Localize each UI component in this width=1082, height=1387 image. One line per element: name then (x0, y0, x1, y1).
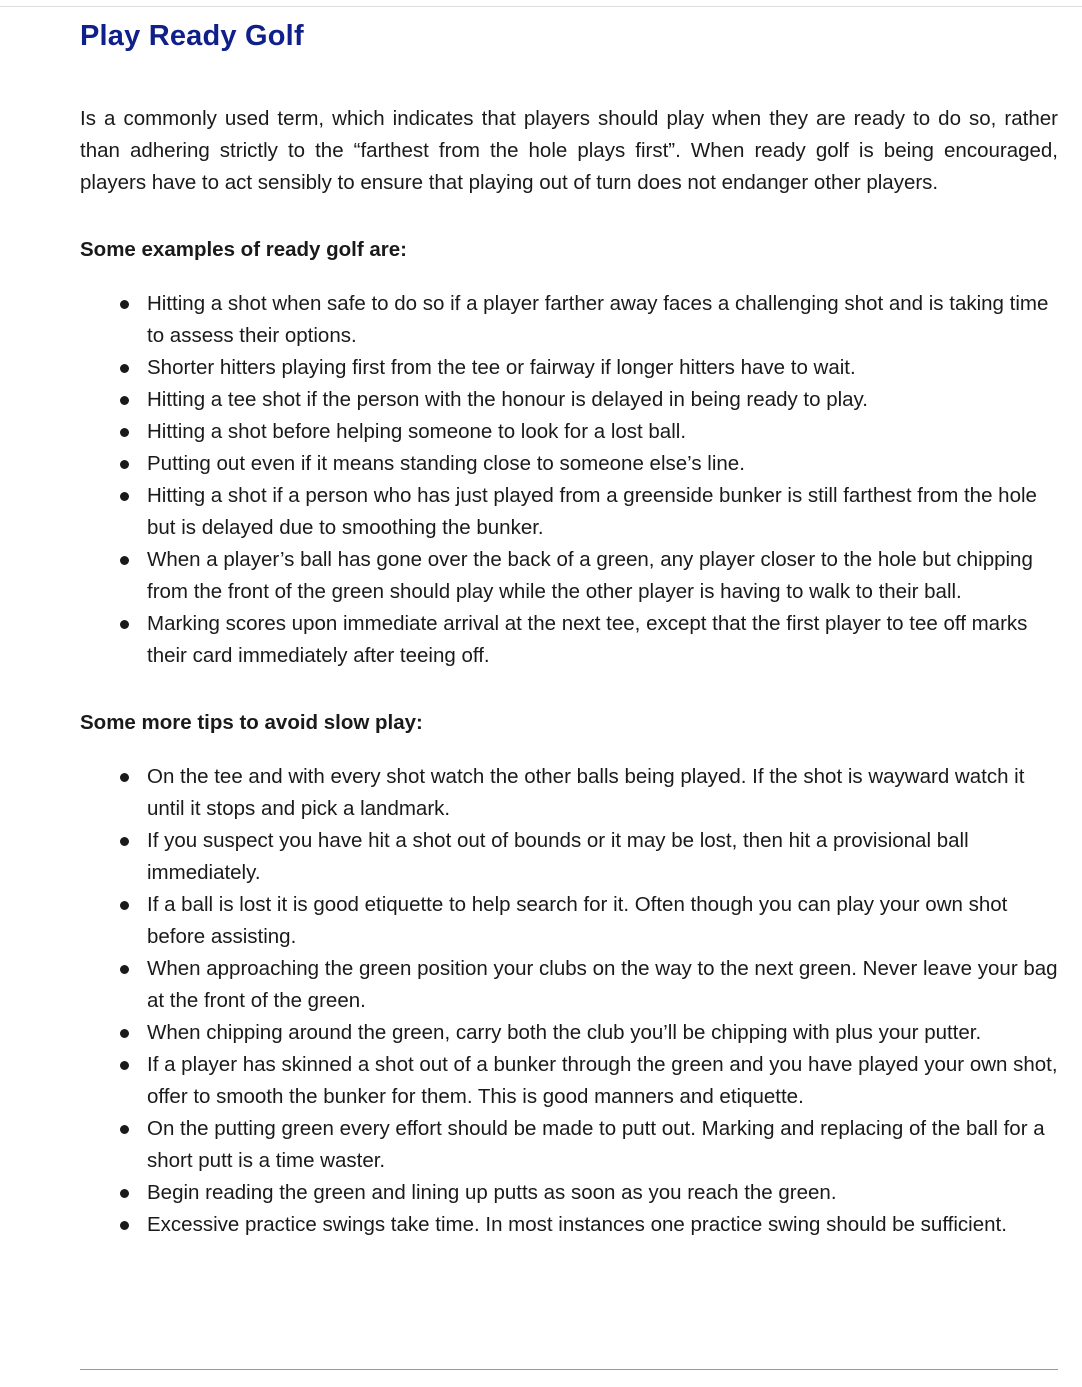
examples-list (80, 288, 1058, 672)
intro-paragraph: Is a commonly used term, which indicates that players should play when they are ready to do so, rather than adhering strictly to the “farthest from the hole plays first”. When ready golf is being encouraged, players have to act sensibly to ensure that playing out of turn does not endanger other players. (80, 107, 1058, 194)
list-item: When a player’s ball has gone over the back of a green, any player closer to the hole but chipping from the front of the green should play while the other player is having to walk to their ball. (147, 544, 1058, 608)
list-item: When chipping around the green, carry both the club you’ll be chipping with plus your putter. (147, 1017, 1058, 1049)
list-item: If a ball is lost it is good etiquette to help search for it. Often though you can play your own shot before assisting. (147, 889, 1058, 953)
list-item: On the tee and with every shot watch the other balls being played. If the shot is wayward watch it until it stops and pick a landmark. (147, 761, 1058, 825)
bottom-divider (80, 1369, 1058, 1370)
list-item: Shorter hitters playing first from the tee or fairway if longer hitters have to wait. (147, 352, 1058, 384)
list-item: Begin reading the green and lining up putts as soon as you reach the green. (147, 1177, 1058, 1209)
list-item: Marking scores upon immediate arrival at the next tee, except that the first player to tee off marks their card immediately after teeing off. (147, 608, 1058, 672)
list-item: Hitting a shot when safe to do so if a player farther away faces a challenging shot and is taking time to assess their options. (147, 288, 1058, 352)
list-item: When approaching the green position your clubs on the way to the next green. Never leave your bag at the front of the green. (147, 953, 1058, 1017)
tips-list (80, 761, 1058, 1241)
examples-heading: Some examples of ready golf are: (80, 238, 407, 261)
page-title: Play Ready Golf (80, 20, 304, 52)
list-item: Excessive practice swings take time. In most instances one practice swing should be sufficient. (147, 1209, 1058, 1241)
article (80, 14, 1058, 1241)
list-item: Hitting a shot before helping someone to look for a lost ball. (147, 416, 1058, 448)
list-item: If a player has skinned a shot out of a bunker through the green and you have played your own shot, offer to smooth the bunker for them. This is good manners and etiquette. (147, 1049, 1058, 1113)
list-item: Hitting a shot if a person who has just played from a greenside bunker is still farthest from the hole but is delayed due to smoothing the bunker. (147, 480, 1058, 544)
list-item: Hitting a tee shot if the person with the honour is delayed in being ready to play. (147, 384, 1058, 416)
list-item: Putting out even if it means standing close to someone else’s line. (147, 448, 1058, 480)
list-item: If you suspect you have hit a shot out of bounds or it may be lost, then hit a provisional ball immediately. (147, 825, 1058, 889)
top-divider (0, 6, 1082, 7)
list-item: On the putting green every effort should be made to putt out. Marking and replacing of the ball for a short putt is a time waster. (147, 1113, 1058, 1177)
tips-heading: Some more tips to avoid slow play: (80, 711, 423, 734)
